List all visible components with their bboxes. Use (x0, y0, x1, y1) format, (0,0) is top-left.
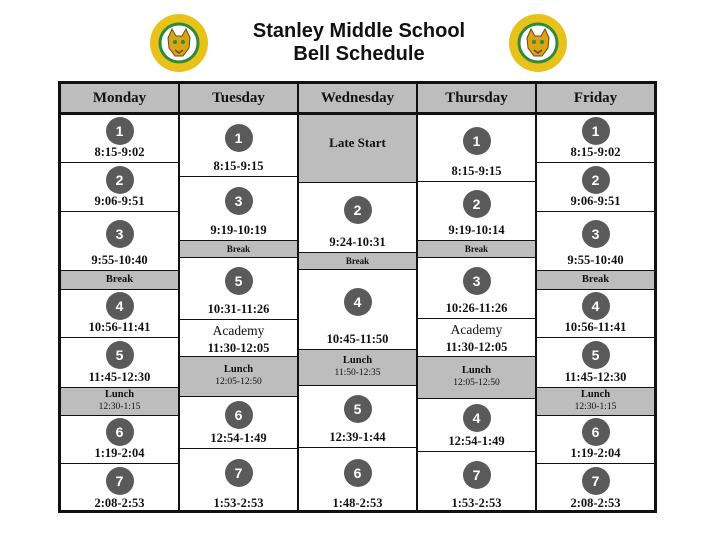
period-time: 1:53-2:53 (213, 496, 264, 510)
period-time: 12:54-1:49 (210, 431, 267, 445)
period-cell (180, 397, 297, 449)
period-number-badge: 5 (344, 395, 372, 423)
day-column-friday (537, 115, 654, 510)
break-cell (418, 241, 535, 258)
period-number-badge: 3 (225, 187, 253, 215)
period-number-badge: 4 (344, 288, 372, 316)
period-number-badge: 6 (106, 418, 134, 446)
period-number-badge: 7 (106, 467, 134, 495)
break-cell (299, 253, 416, 270)
period-time: 10:31-11:26 (207, 302, 270, 316)
period-cell (537, 416, 654, 464)
period-time: 10:26-11:26 (445, 301, 508, 315)
period-number-badge: 7 (463, 461, 491, 489)
period-cell (537, 338, 654, 388)
lunch-label: Lunch (580, 389, 611, 400)
school-name: Stanley Middle School (252, 20, 466, 42)
lunch-cell (61, 388, 178, 416)
wildcat-logo-right-icon (507, 12, 569, 74)
period-number-badge: 2 (463, 190, 491, 218)
period-cell (61, 290, 178, 338)
period-time: 1:48-2:53 (332, 496, 383, 510)
period-number-badge: 6 (225, 401, 253, 429)
period-cell (418, 115, 535, 182)
period-time: 9:55-10:40 (567, 253, 624, 267)
period-cell (299, 183, 416, 253)
lunch-time: 12:30-1:15 (574, 402, 617, 412)
period-time: 12:39-1:44 (329, 430, 386, 444)
lunch-block (418, 365, 535, 389)
period-number-badge: 2 (344, 196, 372, 224)
period-cell (61, 464, 178, 513)
late-start-label: Late Start (329, 135, 386, 150)
break-cell (537, 271, 654, 290)
period-number-badge: 4 (463, 404, 491, 432)
break-label: Break (581, 274, 610, 285)
period-cell (537, 212, 654, 271)
day-header-monday: Monday (61, 84, 180, 112)
period-time: 8:15-9:02 (94, 145, 145, 159)
late-start-cell (299, 115, 416, 183)
break-cell (61, 271, 178, 290)
day-column-wednesday (299, 115, 418, 510)
period-time: 9:55-10:40 (91, 253, 148, 267)
period-cell (537, 464, 654, 513)
schedule-subtitle: Bell Schedule (293, 43, 425, 65)
period-number-badge: 7 (582, 467, 610, 495)
lunch-block (61, 389, 178, 413)
lunch-label: Lunch (223, 364, 254, 375)
period-time: 10:56-11:41 (88, 320, 151, 334)
day-column-monday (61, 115, 180, 510)
lunch-label: Lunch (104, 389, 135, 400)
period-time: 8:15-9:15 (213, 159, 264, 173)
period-time: 2:08-2:53 (570, 496, 621, 510)
wildcat-logo-left-icon (148, 12, 210, 74)
period-number-badge: 4 (106, 292, 134, 320)
period-number-badge: 1 (225, 124, 253, 152)
academy-block (180, 322, 297, 357)
lunch-time: 12:05-12:50 (453, 378, 500, 388)
period-time: 8:15-9:15 (451, 164, 502, 178)
period-cell (418, 182, 535, 241)
schedule-table (58, 81, 657, 513)
period-time: 9:06-9:51 (570, 194, 621, 208)
academy-block (418, 321, 535, 356)
lunch-cell (418, 357, 535, 399)
period-time: 1:19-2:04 (94, 446, 145, 460)
break-label: Break (464, 244, 489, 254)
day-column-thursday (418, 115, 537, 510)
lunch-block (299, 355, 416, 379)
academy-cell (418, 319, 535, 357)
academy-label: Academy (450, 322, 503, 337)
period-cell (418, 258, 535, 319)
period-cell (180, 115, 297, 177)
day-header-thursday: Thursday (418, 84, 537, 112)
day-header-friday: Friday (537, 84, 654, 112)
period-number-badge: 2 (106, 166, 134, 194)
period-cell (537, 115, 654, 163)
period-time: 10:45-11:50 (326, 332, 389, 346)
period-number-badge: 4 (582, 292, 610, 320)
page-title (200, 20, 518, 66)
period-time: 9:19-10:19 (210, 223, 267, 237)
period-number-badge: 5 (106, 341, 134, 369)
break-label: Break (105, 274, 134, 285)
period-cell (180, 449, 297, 513)
period-number-badge: 3 (106, 220, 134, 248)
academy-time: 11:30-12:05 (445, 340, 508, 354)
period-cell (61, 115, 178, 163)
period-number-badge: 1 (463, 127, 491, 155)
day-header-wednesday: Wednesday (299, 84, 418, 112)
period-cell (61, 338, 178, 388)
period-cell (61, 416, 178, 464)
period-number-badge: 7 (225, 459, 253, 487)
period-time: 2:08-2:53 (94, 496, 145, 510)
lunch-cell (537, 388, 654, 416)
academy-time: 11:30-12:05 (207, 341, 270, 355)
period-time: 1:53-2:53 (451, 496, 502, 510)
period-number-badge: 6 (344, 459, 372, 487)
period-cell (180, 177, 297, 241)
period-cell (299, 386, 416, 448)
period-number-badge: 6 (582, 418, 610, 446)
break-label: Break (226, 244, 251, 254)
period-cell (61, 163, 178, 212)
period-cell (537, 290, 654, 338)
period-time: 9:19-10:14 (448, 223, 505, 237)
period-cell (299, 448, 416, 513)
period-cell (299, 270, 416, 350)
period-time: 1:19-2:04 (570, 446, 621, 460)
period-cell (418, 452, 535, 513)
lunch-cell (299, 350, 416, 386)
period-cell (61, 212, 178, 271)
period-number-badge: 1 (582, 117, 610, 145)
lunch-block (180, 364, 297, 388)
period-number-badge: 1 (106, 117, 134, 145)
period-time: 9:06-9:51 (94, 194, 145, 208)
break-label: Break (345, 256, 370, 266)
lunch-block (537, 389, 654, 413)
period-number-badge: 5 (582, 341, 610, 369)
day-header-tuesday: Tuesday (180, 84, 299, 112)
period-time: 11:45-12:30 (88, 370, 151, 384)
period-time: 9:24-10:31 (329, 235, 386, 249)
period-time: 10:56-11:41 (564, 320, 627, 334)
period-time: 8:15-9:02 (570, 145, 621, 159)
period-cell (537, 163, 654, 212)
lunch-cell (180, 357, 297, 397)
period-number-badge: 2 (582, 166, 610, 194)
lunch-time: 12:05-12:50 (215, 377, 262, 387)
lunch-time: 12:30-1:15 (98, 402, 141, 412)
period-time: 12:54-1:49 (448, 434, 505, 448)
period-cell (180, 258, 297, 320)
day-column-tuesday (180, 115, 299, 510)
academy-label: Academy (212, 323, 265, 338)
period-number-badge: 3 (463, 267, 491, 295)
break-cell (180, 241, 297, 258)
academy-cell (180, 320, 297, 357)
period-cell (418, 399, 535, 452)
lunch-label: Lunch (461, 365, 492, 376)
period-number-badge: 3 (582, 220, 610, 248)
lunch-label: Lunch (342, 355, 373, 366)
period-time: 11:45-12:30 (564, 370, 627, 384)
lunch-time: 11:50-12:35 (334, 368, 381, 378)
period-number-badge: 5 (225, 267, 253, 295)
